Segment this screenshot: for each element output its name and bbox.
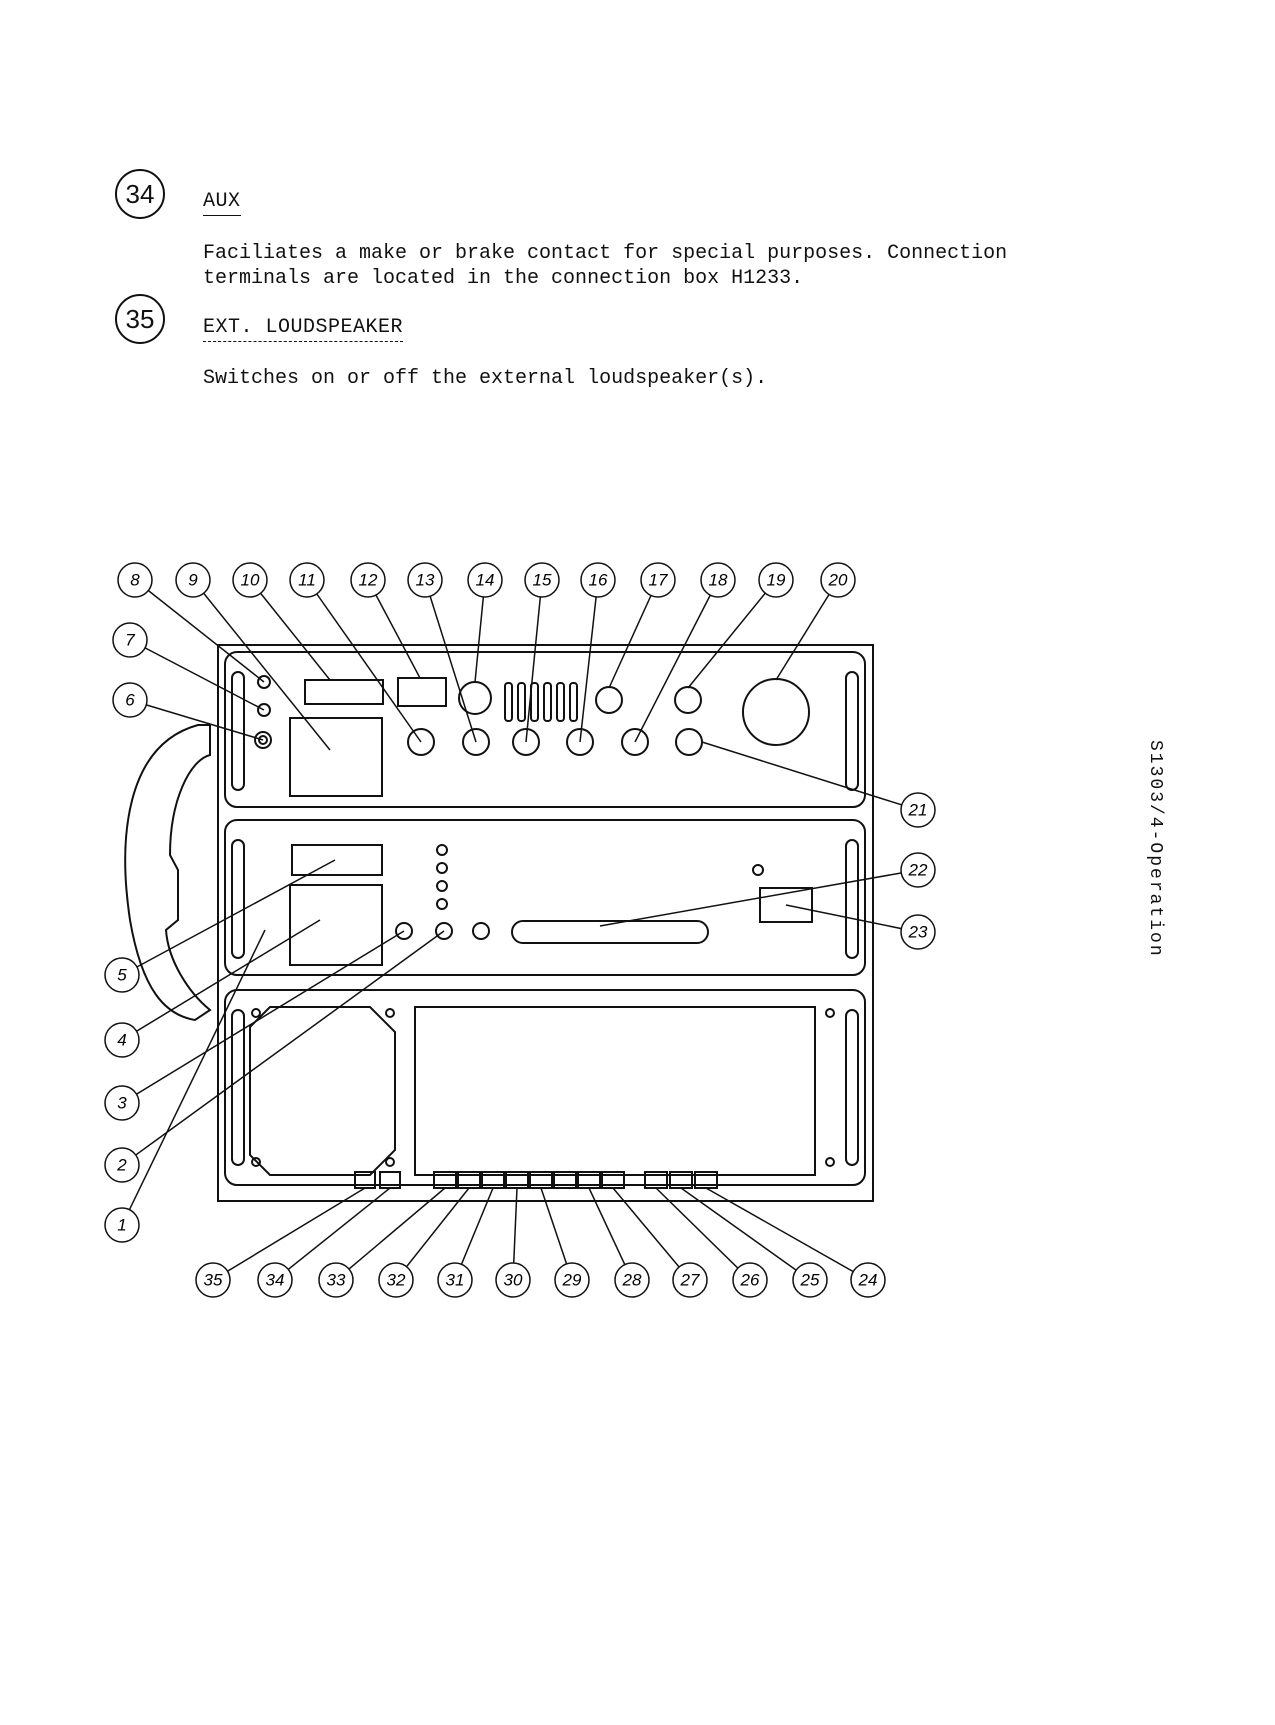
callout-label-19: 19 <box>766 570 786 590</box>
callout-label-6: 6 <box>125 690 135 710</box>
callout-label-23: 23 <box>908 922 928 942</box>
callout-label-34: 34 <box>265 1270 285 1290</box>
upper-unit <box>225 652 865 807</box>
knob-21 <box>676 729 702 755</box>
lower-unit <box>225 990 865 1185</box>
callout-label-14: 14 <box>475 570 495 590</box>
callout-label-24: 24 <box>858 1270 878 1290</box>
section-body-aux: Faciliates a make or brake contact for special purposes. Connection terminals are located in the connection box H1233. <box>203 242 1008 290</box>
callout-label-32: 32 <box>386 1270 406 1290</box>
callout-label-10: 10 <box>240 570 260 590</box>
callout-label-16: 16 <box>588 570 608 590</box>
callout-label-1: 1 <box>117 1215 127 1235</box>
loudspeaker-20 <box>743 679 809 745</box>
callout-label-25: 25 <box>800 1270 820 1290</box>
callout-label-20: 20 <box>828 570 848 590</box>
callout-label-22: 22 <box>908 860 928 880</box>
callout-leader-15 <box>526 580 542 742</box>
callout-label-28: 28 <box>622 1270 642 1290</box>
upper-window-12 <box>398 678 446 706</box>
callout-label-27: 27 <box>680 1270 700 1290</box>
callout-label-5: 5 <box>117 965 127 985</box>
callout-label-12: 12 <box>358 570 378 590</box>
callout-leader-21 <box>702 742 918 810</box>
knob-14 <box>459 682 491 714</box>
middle-unit <box>225 820 865 975</box>
callout-label-18: 18 <box>708 570 728 590</box>
callout-leader-3 <box>122 931 404 1103</box>
section-number-35: 35 <box>115 294 165 344</box>
upper-display <box>305 680 383 704</box>
callout-label-4: 4 <box>117 1030 127 1050</box>
callout-leader-5 <box>122 860 335 975</box>
callout-leader-16 <box>580 580 598 742</box>
callout-leader-13 <box>425 580 476 742</box>
section-number-34: 34 <box>115 169 165 219</box>
callout-label-11: 11 <box>298 570 316 590</box>
callout-label-15: 15 <box>532 570 552 590</box>
knob-19 <box>675 687 701 713</box>
callout-label-2: 2 <box>117 1155 127 1175</box>
callout-label-3: 3 <box>117 1093 127 1113</box>
callout-label-30: 30 <box>503 1270 523 1290</box>
callout-label-7: 7 <box>125 630 135 650</box>
side-reference: S1303/4-Operation <box>1145 740 1165 958</box>
section-title-aux: AUX <box>203 190 241 213</box>
callout-leader-23 <box>786 905 918 932</box>
knob-17 <box>596 687 622 713</box>
callout-label-33: 33 <box>326 1270 346 1290</box>
callout-label-13: 13 <box>415 570 435 590</box>
speaker-grille <box>250 1007 395 1175</box>
callout-label-9: 9 <box>188 570 198 590</box>
callout-label-31: 31 <box>445 1270 465 1290</box>
middle-display <box>292 845 382 875</box>
lower-display-window <box>415 1007 815 1175</box>
section-body-ext-loudspeaker: Switches on or off the external loudspeaker(s). <box>203 367 768 390</box>
callout-label-17: 17 <box>648 570 668 590</box>
callout-leader-19 <box>688 580 776 688</box>
callout-label-29: 29 <box>562 1270 582 1290</box>
control-panel-diagram <box>0 540 960 1320</box>
callout-label-8: 8 <box>130 570 140 590</box>
button-1 <box>473 923 489 939</box>
upper-keypad <box>290 718 382 796</box>
section-title-ext-loudspeaker: EXT. LOUDSPEAKER <box>203 316 403 339</box>
callout-label-26: 26 <box>740 1270 760 1290</box>
callout-label-35: 35 <box>203 1270 223 1290</box>
callout-leader-17 <box>609 580 658 688</box>
callout-label-21: 21 <box>908 800 928 820</box>
